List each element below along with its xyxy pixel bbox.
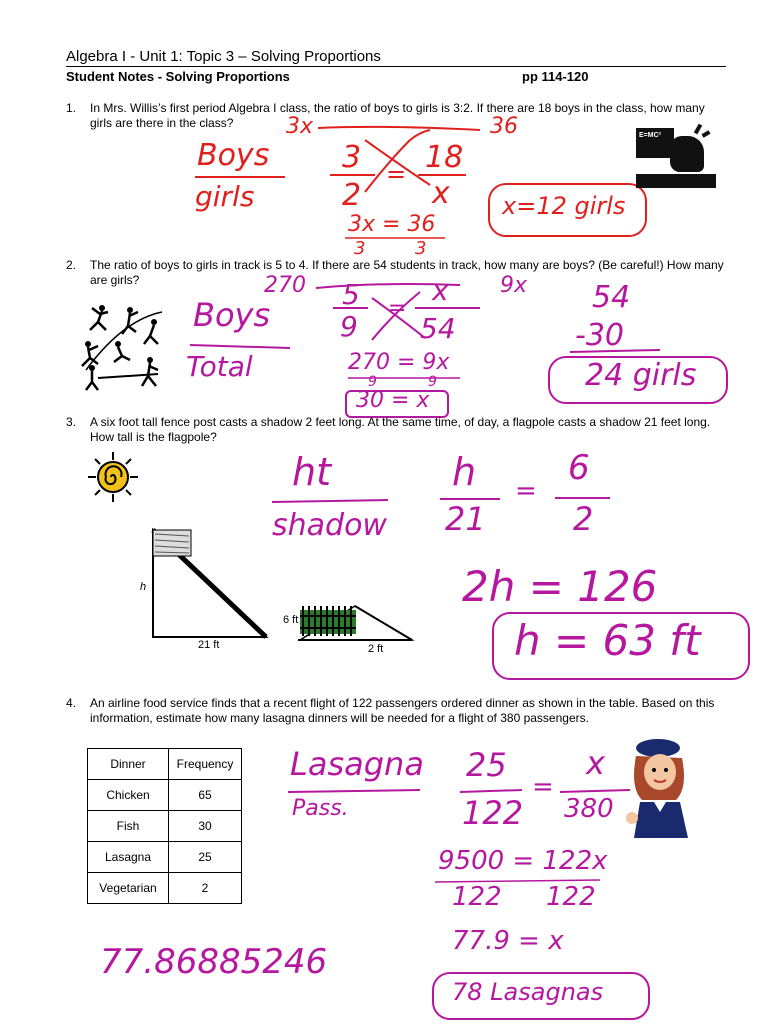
p2-eq: = [388, 296, 407, 321]
p4-num-right: x [586, 744, 605, 782]
p4-work-den-right: 122 [546, 882, 596, 912]
p4-approx: 77.9 = x [452, 926, 564, 956]
page-subtitle: Student Notes - Solving Proportions [66, 69, 290, 84]
diagram-h-label: h [140, 581, 147, 593]
p3-num-right: 6 [568, 448, 590, 488]
p2-sub-bottom: -30 [575, 318, 624, 353]
p1-work-den-right: 3 [415, 238, 427, 259]
p2-cross-left: 270 [264, 273, 306, 298]
p3-label-bottom: shadow [272, 508, 387, 543]
p4-den-left: 122 [462, 794, 524, 832]
p3-work-line: 2h = 126 [462, 562, 658, 611]
table-header: Dinner [88, 749, 169, 780]
p2-cross-right: 9x [500, 273, 528, 298]
table-cell: 65 [169, 780, 242, 811]
p4-label-top: Lasagna [290, 745, 424, 783]
p2-answer: 24 girls [585, 358, 697, 393]
p4-den-right: 380 [564, 794, 614, 824]
p4-num-left: 25 [466, 746, 507, 784]
problem-4-text: An airline food service finds that a recent flight of 122 passengers ordered dinner as shown in the table. Based on this information, estimate how many lasagna dinners will be needed for a flight of 380 passengers. [90, 696, 715, 725]
p1-num-left: 3 [342, 140, 362, 175]
page-range: pp 114-120 [522, 69, 589, 84]
table-cell: Vegetarian [88, 873, 169, 904]
p3-den-right: 2 [573, 500, 594, 538]
p3-eq: = [515, 476, 537, 506]
table-cell: Chicken [88, 780, 169, 811]
p2-den-left: 9 [340, 310, 358, 343]
table-cell: Fish [88, 811, 169, 842]
p1-den-right: x [432, 176, 450, 211]
p4-work-top: 9500 = 122x [438, 846, 608, 876]
p2-work-den-right: 9 [428, 374, 437, 390]
p1-num-right: 18 [425, 140, 464, 175]
p4-decimal: 77.86885246 [100, 942, 328, 982]
problem-2-text: The ratio of boys to girls in track is 5 to 4. If there are 54 students in track, how many are boys? (Be careful!) How many are girls? [90, 258, 724, 287]
p2-work-den-left: 9 [368, 374, 377, 390]
p1-label-top: Boys [197, 138, 270, 173]
p1-work-den-left: 3 [354, 238, 366, 259]
diagram-height-small: 6 ft [283, 614, 299, 626]
p3-answer: h = 63 ft [514, 616, 701, 665]
p4-answer: 78 Lasagnas [452, 978, 604, 1006]
p1-label-bottom: girls [195, 180, 255, 213]
p2-label-bottom: Total [186, 350, 253, 383]
problem-3-number: 3. [66, 415, 77, 429]
p1-cross-left: 3x [286, 114, 314, 139]
page-title: Algebra I - Unit 1: Topic 3 – Solving Proportions [66, 48, 381, 65]
p3-den-left: 21 [445, 500, 486, 538]
problem-4-number: 4. [66, 696, 77, 710]
table-cell: 25 [169, 842, 242, 873]
p2-sub-top: 54 [592, 280, 631, 315]
p3-num-left: h [452, 450, 477, 494]
table-header: Frequency [169, 749, 242, 780]
p3-label-top: ht [292, 450, 331, 494]
p2-den-right: 54 [420, 312, 456, 345]
p4-label-bottom: Pass. [292, 796, 349, 821]
problem-2-number: 2. [66, 258, 77, 272]
diagram-base-big: 21 ft [198, 639, 220, 651]
equation-label: E=MC² [639, 132, 661, 139]
p1-work-line: 3x = 36 [348, 212, 436, 237]
problem-3-text: A six foot tall fence post casts a shadow 2 feet long. At the same time, of day, a flagpole casts a shadow 21 feet long. How tall is the flagpole? [90, 415, 711, 444]
problem-1-text: In Mrs. Willis’s first period Algebra I class, the ratio of boys to girls is 3:2. If there are 18 boys in the class, how many girls are there in the class? [90, 101, 705, 130]
problem-1-number: 1. [66, 101, 77, 115]
p4-work-den-left: 122 [452, 882, 502, 912]
p4-eq: = [532, 772, 554, 802]
p1-answer: x=12 girls [502, 192, 626, 220]
p1-den-left: 2 [342, 178, 362, 213]
p1-cross-right: 36 [490, 114, 518, 139]
table-cell: 2 [169, 873, 242, 904]
p2-num-left: 5 [342, 278, 360, 311]
p2-label-top: Boys [193, 296, 271, 334]
p2-boys-answer: 30 = x [356, 388, 430, 413]
table-cell: 30 [169, 811, 242, 842]
p1-eq: = [386, 160, 407, 188]
p2-num-right: x [432, 274, 449, 307]
flight-attendant-clipart [624, 738, 698, 838]
table-cell: Lasagna [88, 842, 169, 873]
diagram-base-small: 2 ft [368, 643, 384, 655]
p2-work-line: 270 = 9x [348, 350, 450, 375]
